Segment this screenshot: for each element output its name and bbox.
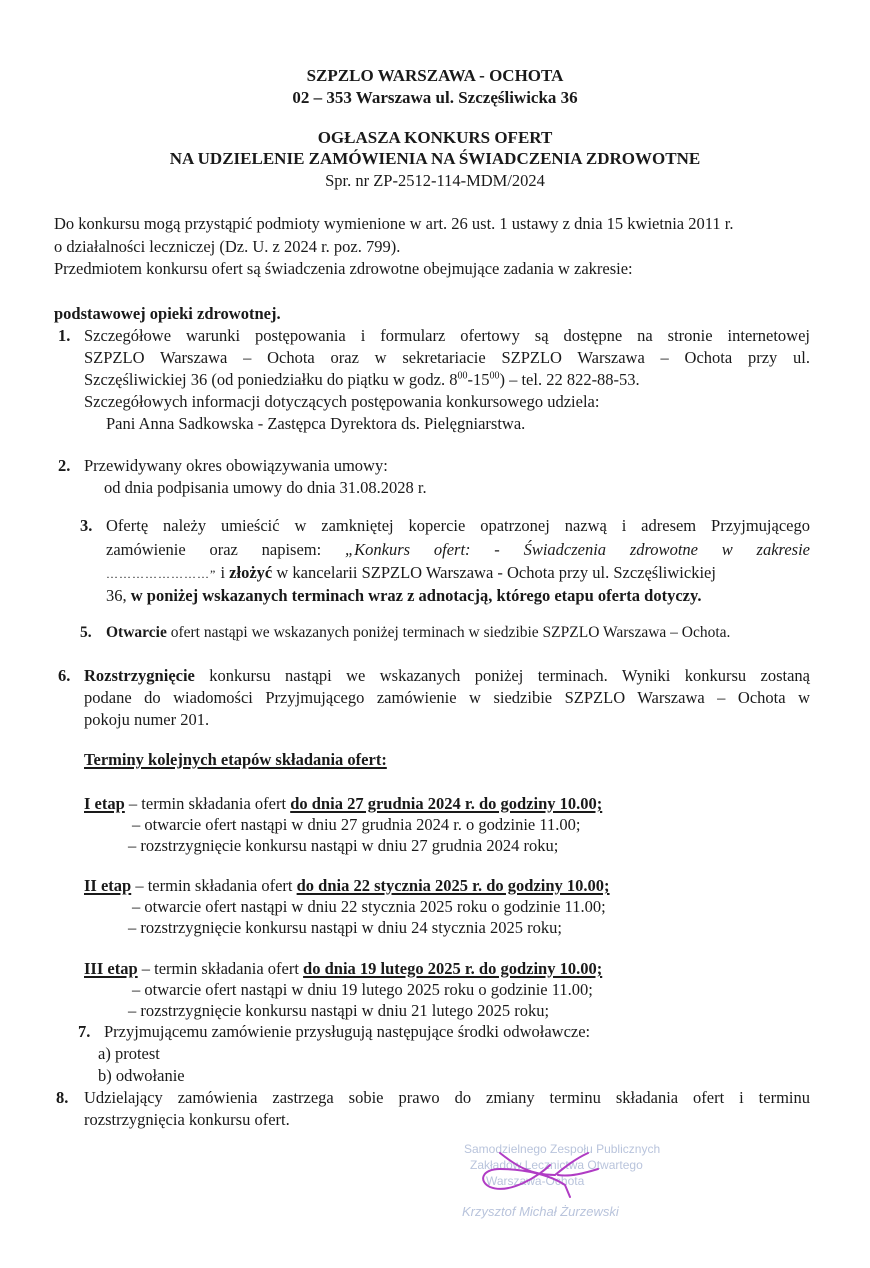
announcement-subtitle: NA UDZIELENIE ZAMÓWIENIA NA ŚWIADCZENIA ZDROWOTNE — [169, 149, 701, 168]
stage-3-resolution: – rozstrzygnięcie konkursu nastąpi w dniu 21 lutego 2025 roku; — [128, 1001, 550, 1020]
item-3-number: 3. — [80, 516, 93, 535]
remedy-appeal: b) odwołanie — [98, 1066, 185, 1085]
stage-1-deadline: I etap – termin składania ofert do dnia 27 grudnia 2024 r. do godziny 10.00; — [84, 794, 603, 813]
organization-address: 02 – 353 Warszawa ul. Szczęśliwicka 36 — [292, 88, 578, 107]
item-1-line-1: Szczegółowe warunki postępowania i formularz ofertowy są dostępne na stronie internetowej — [84, 326, 810, 345]
contact-person: Pani Anna Sadkowska - Zastępca Dyrektora ds. Pielęgniarstwa. — [106, 414, 526, 433]
case-number: Spr. nr ZP-2512-114-MDM/2024 — [325, 171, 545, 190]
item-7-number: 7. — [78, 1022, 91, 1041]
stage-3-deadline: III etap – termin składania ofert do dnia 19 lutego 2025 r. do godziny 10.00; — [84, 959, 603, 978]
item-6-line-1: Rozstrzygnięcie konkursu nastąpi we wskazanych poniżej terminach. Wyniki konkursu zostaną — [84, 666, 810, 685]
stage-1-resolution: – rozstrzygnięcie konkursu nastąpi w dniu 27 grudnia 2024 roku; — [128, 836, 559, 855]
item-1-line-3: Szczęśliwickiej 36 (od poniedziałku do piątku w godz. $8^{00}-15^{00}$) – tel. 22 822-88-53. — [84, 370, 640, 389]
signature-icon — [470, 1145, 620, 1205]
item-8-number: 8. — [56, 1088, 69, 1107]
stage-2-deadline: II etap – termin składania ofert do dnia 22 stycznia 2025 r. do godziny 10.00; — [84, 876, 610, 895]
stamp-line-3: Warszawa-Ochota — [486, 1174, 585, 1188]
announcement-title: OGŁASZA KONKURS OFERT — [317, 128, 553, 147]
stage-1-opening: – otwarcie ofert nastąpi w dniu 27 grudnia 2024 r. o godzinie 11.00; — [132, 815, 581, 834]
stamp-line-2: Zakładów Lecznictwa Otwartego — [470, 1158, 643, 1172]
schedule-heading: Terminy kolejnych etapów składania ofert: — [84, 750, 387, 769]
item-5: 5. Otwarcie ofert nastąpi we wskazanych poniżej terminach w siedzibie SZPZLO Warszawa – Ochota. — [80, 624, 731, 641]
stamp-line-1: Samodzielnego Zespołu Publicznych — [464, 1142, 661, 1156]
stamp-name: Krzysztof Michał Żurzewski — [462, 1204, 619, 1219]
intro-eligibility — [54, 214, 814, 234]
item-6-line-3: pokoju numer 201. — [84, 710, 210, 729]
scope-heading: podstawowej opieki zdrowotnej. — [54, 304, 281, 323]
item-1-line-2: SZPZLO Warszawa – Ochota oraz w sekretariacie SZPZLO Warszawa – Ochota przy ul. — [84, 348, 810, 367]
stage-3-opening: – otwarcie ofert nastąpi w dniu 19 lutego 2025 roku o godzinie 11.00; — [132, 980, 593, 999]
contract-period: od dnia podpisania umowy do dnia 31.08.2028 r. — [104, 478, 427, 497]
item-1-number: 1. — [58, 326, 71, 345]
stage-2-opening: – otwarcie ofert nastąpi w dniu 22 stycznia 2025 roku o godzinie 11.00; — [132, 897, 606, 916]
item-1-line-4: Szczegółowych informacji dotyczących postępowania konkursowego udziela: — [84, 392, 600, 411]
item-7-text: Przyjmującemu zamówienie przysługują następujące środki odwoławcze: — [104, 1022, 591, 1041]
remedy-protest: a) protest — [98, 1044, 160, 1063]
item-8-line-1: Udzielający zamówienia zastrzega sobie prawo do zmiany terminu składania ofert i terminu — [84, 1088, 810, 1107]
intro-subject: Przedmiotem konkursu ofert są świadczenia zdrowotne obejmujące zadania w zakresie: — [54, 259, 633, 278]
item-2-line-1: Przewidywany okres obowiązywania umowy: — [84, 456, 388, 475]
stage-2-resolution: – rozstrzygnięcie konkursu nastąpi w dniu 24 stycznia 2025 roku; — [128, 918, 562, 937]
item-6-number: 6. — [58, 666, 71, 685]
item-3-line-3: ……………………” i złożyć w kancelarii SZPZLO Warszawa - Ochota przy ul. Szczęśliwickiej — [106, 563, 716, 582]
intro-line-2: o działalności leczniczej (Dz. U. z 2024 r. poz. 799). — [54, 237, 401, 256]
item-2-number: 2. — [58, 456, 71, 475]
intro-line-1: Do konkursu mogą przystąpić podmioty wymienione w art. 26 ust. 1 ustawy z dnia 15 kwietnia 2011 r. — [54, 214, 734, 233]
item-3-line-1: Ofertę należy umieścić w zamkniętej kopercie opatrzonej nazwą i adresem Przyjmującego — [106, 516, 810, 535]
item-6-line-2: podane do wiadomości Przyjmującego zamówienie w siedzibie SZPZLO Warszawa – Ochota w — [84, 688, 810, 707]
organization-name: SZPZLO WARSZAWA - OCHOTA — [306, 66, 564, 85]
item-3-line-2: zamówienie oraz napisem: „Konkurs ofert: - Świadczenia zdrowotne w zakresie — [106, 540, 810, 559]
item-8-line-2: rozstrzygnięcia konkursu ofert. — [84, 1110, 290, 1129]
item-3-line-4: 36, w poniżej wskazanych terminach wraz z adnotacją, którego etapu oferta dotyczy. — [106, 586, 702, 605]
